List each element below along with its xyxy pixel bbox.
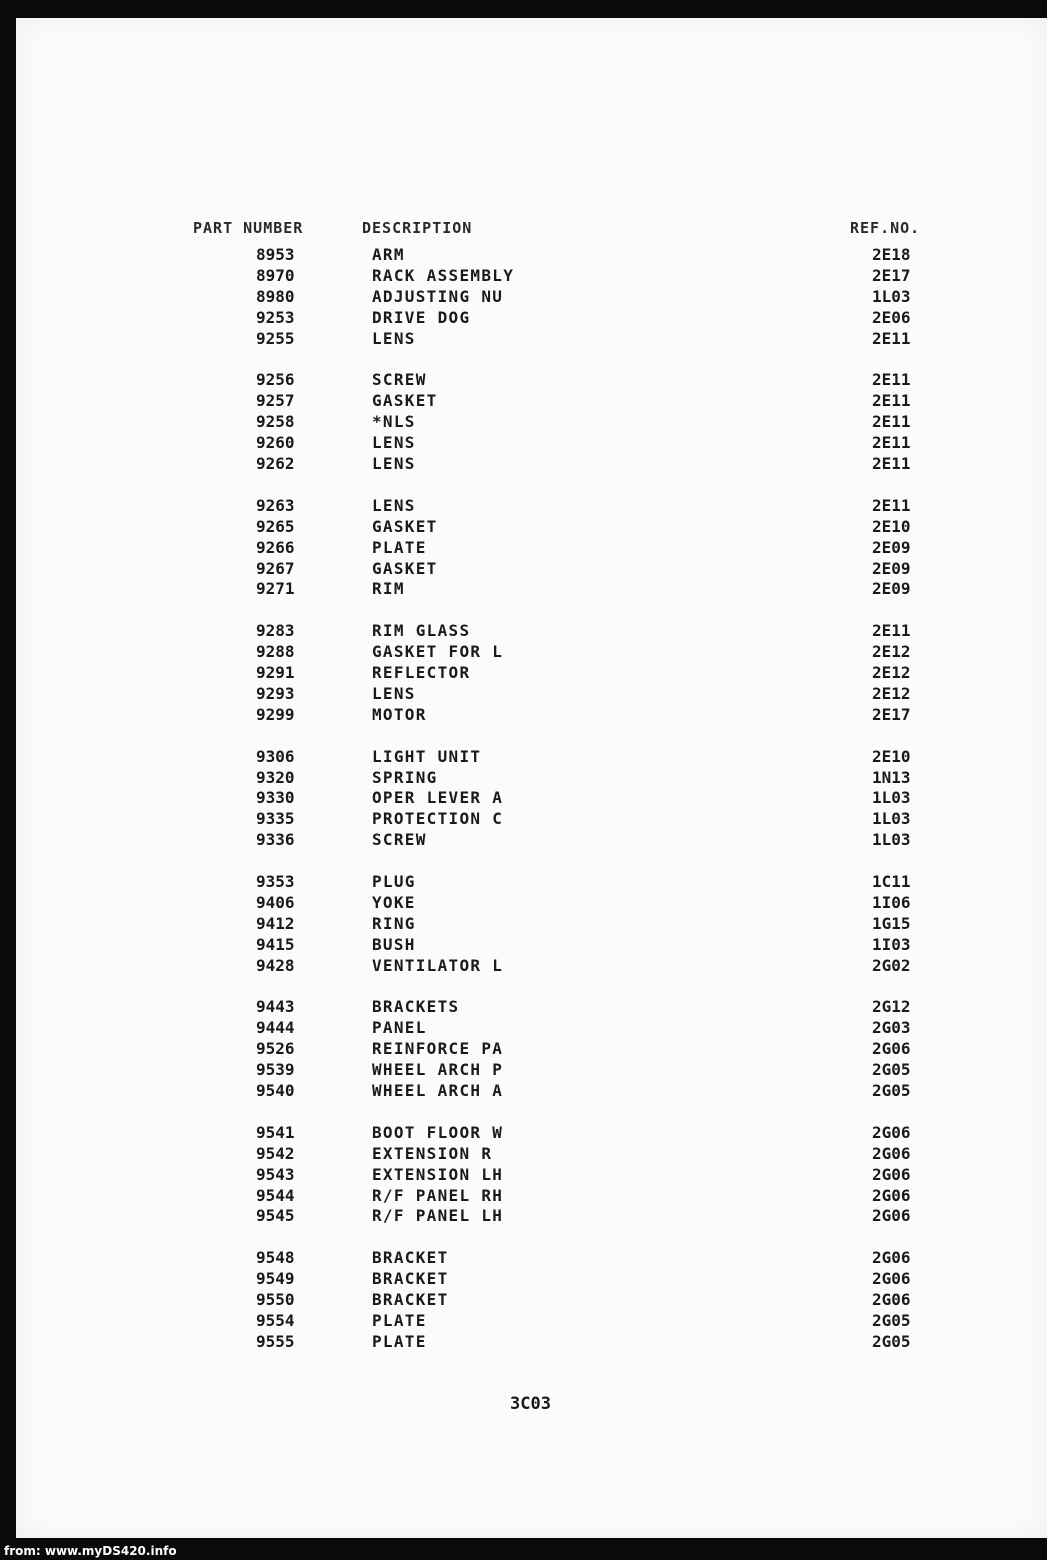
table-row [16,683,1047,704]
table-row [16,892,1047,913]
table-row [16,1289,1047,1310]
description-cell: DRIVE DOG [372,307,471,327]
description-cell: EXTENSION LH [372,1164,504,1184]
table-row [16,787,1047,808]
ref-no-cell: 2E11 [872,412,911,432]
table-row [16,286,1047,307]
part-number-cell: 9291 [256,663,295,682]
table-row [16,808,1047,829]
description-cell: BRACKET [372,1269,449,1289]
description-cell: BRACKET [372,1248,449,1268]
ref-no-cell: 2E09 [872,558,911,578]
description-cell: GASKET [372,516,438,536]
table-row [16,432,1047,453]
description-cell: LENS [372,454,416,473]
ref-no-cell: 2E17 [872,265,911,285]
ref-no-cell: 2E17 [872,704,911,724]
table-row [16,1059,1047,1080]
table-row [16,307,1047,328]
ref-no-cell: 1N13 [872,767,911,787]
table-row [16,328,1047,349]
page-code: 3C03 [510,1394,551,1414]
part-number-cell: 9260 [256,433,295,453]
part-number-cell: 9271 [256,579,295,599]
part-number-cell: 9293 [256,683,295,703]
description-cell: BRACKET [372,1290,449,1309]
part-number-cell: 9526 [256,1039,295,1059]
part-number-cell: 9256 [256,370,295,390]
description-cell: PROTECTION C [372,809,504,829]
ref-no-cell: 2E11 [872,495,911,515]
description-cell: OPER LEVER A [372,788,504,808]
description-cell: VENTILATOR L [372,955,504,975]
table-row [16,767,1047,788]
part-number-cell: 9555 [256,1331,295,1351]
ref-no-cell: 2E10 [872,746,911,766]
table-row [16,1247,1047,1268]
description-cell: RIM [372,579,405,599]
table-row [16,558,1047,579]
table-row [16,1310,1047,1331]
description-cell: RACK ASSEMBLY [372,265,515,285]
part-number-cell: 9258 [256,412,295,432]
description-cell: PLATE [372,537,427,557]
ref-no-cell: 2G06 [872,1206,911,1226]
part-number-cell: 8980 [256,286,295,306]
description-cell: GASKET [372,558,438,578]
table-row [16,1122,1047,1143]
table-row [16,1164,1047,1185]
part-number-cell: 9543 [256,1164,295,1184]
table-row [16,620,1047,641]
part-number-cell: 9288 [256,642,295,662]
description-cell: RING [372,913,416,933]
ref-no-cell: 1L03 [872,788,911,808]
ref-no-cell: 2G05 [872,1081,911,1100]
description-cell: R/F PANEL LH [372,1206,504,1226]
table-row [16,1268,1047,1289]
part-number-cell: 9262 [256,454,295,473]
part-number-cell: 9540 [256,1081,295,1100]
ref-no-cell: 2E11 [872,328,911,348]
description-cell: MOTOR [372,704,427,724]
part-number-cell: 9255 [256,328,295,348]
part-number-cell: 9299 [256,704,295,724]
table-row [16,704,1047,725]
ref-no-cell: 2E18 [872,245,911,264]
part-number-cell: 9539 [256,1060,295,1080]
table-row [16,1205,1047,1226]
description-cell: LENS [372,495,416,515]
ref-no-cell: 2G02 [872,955,911,975]
part-number-cell: 9330 [256,788,295,808]
table-row [16,641,1047,662]
description-cell: BRACKETS [372,997,460,1017]
table-row [16,411,1047,432]
part-number-cell: 9267 [256,558,295,578]
part-number-cell: 9428 [256,955,295,975]
table-row [16,1143,1047,1164]
ref-no-cell: 2G06 [872,1290,911,1309]
description-cell: PLATE [372,1331,427,1351]
description-cell: LENS [372,433,416,453]
ref-no-cell: 2G03 [872,1018,911,1038]
part-number-cell: 9544 [256,1185,295,1205]
part-number-cell: 9444 [256,1018,295,1038]
ref-no-cell: 2G05 [872,1060,911,1080]
part-number-cell: 9263 [256,495,295,515]
table-row [16,746,1047,767]
description-cell: BUSH [372,934,416,954]
description-cell: ADJUSTING NU [372,286,504,306]
table-row [16,996,1047,1017]
ref-no-cell: 2G06 [872,1122,911,1142]
ref-no-cell: 1C11 [872,872,911,891]
table-row [16,1080,1047,1101]
part-number-cell: 8953 [256,245,295,264]
description-cell: GASKET FOR L [372,642,504,662]
table-row [16,871,1047,892]
ref-no-cell: 2E09 [872,537,911,557]
part-number-cell: 9415 [256,934,295,954]
ref-no-cell: 1I03 [872,934,911,954]
description-cell: GASKET [372,391,438,411]
table-row [16,1017,1047,1038]
description-cell: WHEEL ARCH A [372,1081,504,1100]
part-number-cell: 9412 [256,913,295,933]
part-number-cell: 9283 [256,621,295,641]
description-cell: WHEEL ARCH P [372,1060,504,1080]
description-cell: REINFORCE PA [372,1039,504,1059]
part-number-cell: 9320 [256,767,295,787]
description-cell: PLATE [372,1310,427,1330]
part-number-cell: 9336 [256,830,295,850]
part-number-cell: 9306 [256,746,295,766]
table-row [16,516,1047,537]
description-cell: SCREW [372,370,427,390]
table-row [16,578,1047,599]
ref-no-cell: 2G06 [872,1185,911,1205]
table-row [16,495,1047,516]
table-row [16,662,1047,683]
ref-no-cell: 2G05 [872,1331,911,1351]
ref-no-cell: 2E10 [872,516,911,536]
part-number-cell: 9253 [256,307,295,327]
ref-no-cell: 2G06 [872,1143,911,1163]
description-cell: LENS [372,683,416,703]
part-number-cell: 9550 [256,1290,295,1309]
ref-no-cell: 2E09 [872,579,911,599]
ref-no-cell: 2E12 [872,683,911,703]
description-cell: SPRING [372,767,438,787]
description-cell: R/F PANEL RH [372,1185,504,1205]
ref-no-cell: 2E11 [872,433,911,453]
part-number-cell: 9548 [256,1248,295,1268]
ref-no-cell: 2G06 [872,1248,911,1268]
ref-no-cell: 2E11 [872,370,911,390]
description-cell: REFLECTOR [372,663,471,682]
ref-no-cell: 1L03 [872,286,911,306]
part-number-cell: 9443 [256,997,295,1017]
ref-no-cell: 2G06 [872,1164,911,1184]
part-number-cell: 9335 [256,809,295,829]
description-cell: YOKE [372,892,416,912]
table-row [16,1331,1047,1352]
part-number-cell: 9257 [256,391,295,411]
part-number-cell: 9353 [256,872,295,891]
ref-no-cell: 2E11 [872,621,911,641]
part-number-cell: 9542 [256,1143,295,1163]
header-description: DESCRIPTION [362,219,473,237]
ref-no-cell: 2G06 [872,1039,911,1059]
table-row [16,955,1047,976]
description-cell: SCREW [372,830,427,850]
source-watermark: from: www.myDS420.info [4,1544,177,1558]
header-part-number: PART NUMBER [193,219,304,237]
table-row [16,537,1047,558]
description-cell: BOOT FLOOR W [372,1122,504,1142]
table-row [16,369,1047,390]
description-cell: *NLS [372,412,416,432]
description-cell: PLUG [372,872,416,891]
description-cell: LIGHT UNIT [372,746,482,766]
part-number-cell: 9549 [256,1269,295,1289]
document-page [16,18,1047,1538]
ref-no-cell: 2E12 [872,642,911,662]
table-row [16,453,1047,474]
part-number-cell: 9265 [256,516,295,536]
ref-no-cell: 1L03 [872,809,911,829]
ref-no-cell: 1I06 [872,892,911,912]
table-row [16,829,1047,850]
ref-no-cell: 2E12 [872,663,911,682]
ref-no-cell: 2E11 [872,454,911,473]
ref-no-cell: 2E11 [872,391,911,411]
ref-no-cell: 2G05 [872,1310,911,1330]
table-row [16,934,1047,955]
part-number-cell: 8970 [256,265,295,285]
description-cell: EXTENSION R [372,1143,493,1163]
table-row [16,913,1047,934]
ref-no-cell: 1L03 [872,830,911,850]
description-cell: PANEL [372,1018,427,1038]
header-ref-no: REF.NO. [850,219,921,237]
table-row [16,265,1047,286]
description-cell: LENS [372,328,416,348]
part-number-cell: 9554 [256,1310,295,1330]
part-number-cell: 9541 [256,1122,295,1142]
ref-no-cell: 2E06 [872,307,911,327]
ref-no-cell: 2G12 [872,997,911,1017]
description-cell: RIM GLASS [372,621,471,641]
table-row [16,1038,1047,1059]
part-number-cell: 9266 [256,537,295,557]
table-row [16,390,1047,411]
ref-no-cell: 1G15 [872,913,911,933]
part-number-cell: 9406 [256,892,295,912]
description-cell: ARM [372,245,405,264]
table-row [16,244,1047,265]
part-number-cell: 9545 [256,1206,295,1226]
table-row [16,1185,1047,1206]
ref-no-cell: 2G06 [872,1269,911,1289]
